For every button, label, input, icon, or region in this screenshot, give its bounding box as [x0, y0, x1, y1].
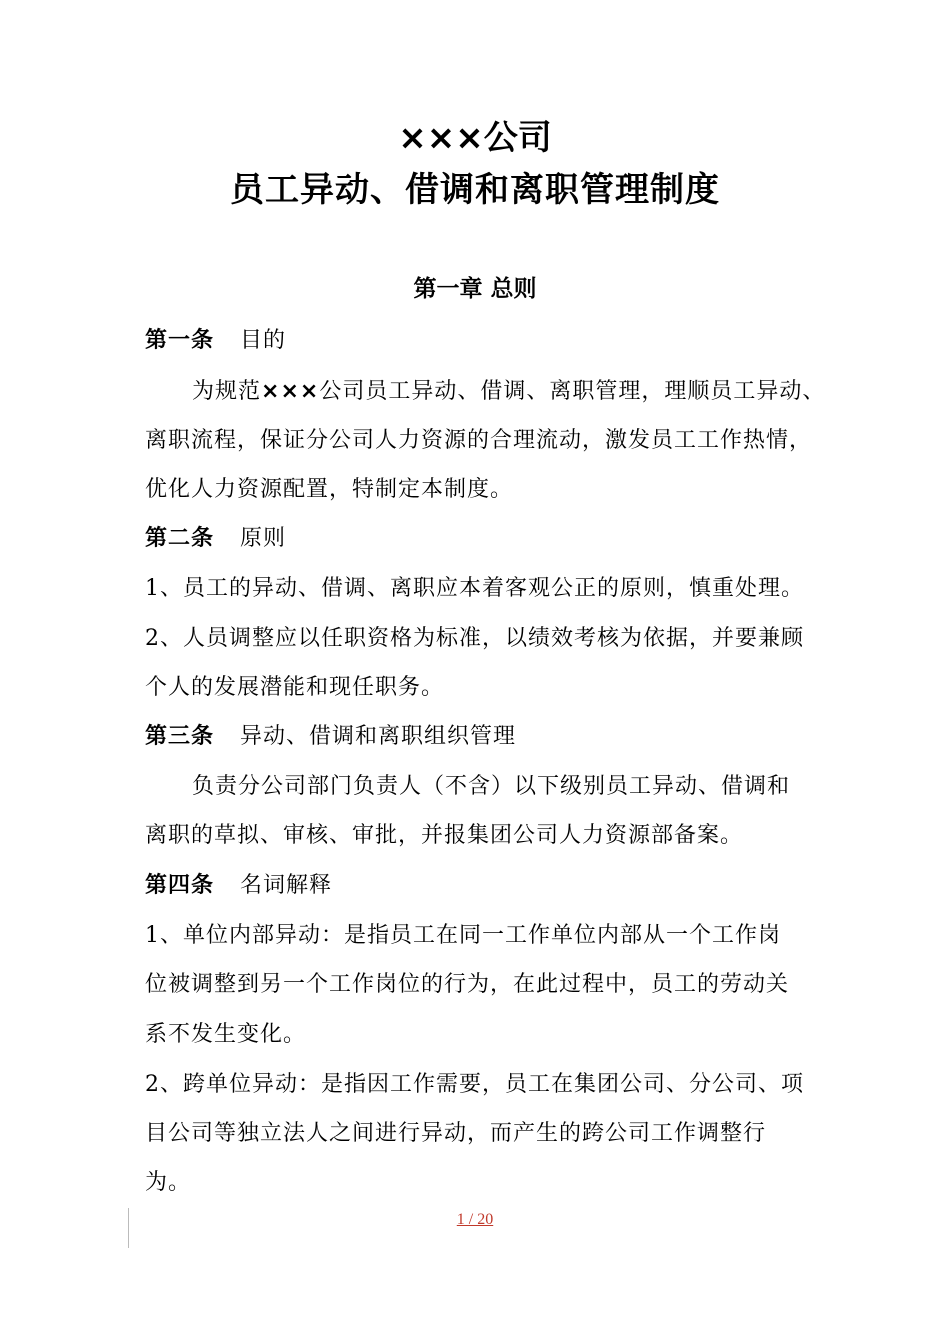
paragraph-line: 离职流程，保证分公司人力资源的合理流动，激发员工工作热情，	[145, 428, 813, 453]
paragraph-line: 位被调整到另一个工作岗位的行为，在此过程中，员工的劳动关	[145, 972, 790, 997]
paragraph-line: 个人的发展潜能和现任职务。	[145, 675, 445, 700]
paragraph-text: 公司员工异动、借调、离职管理，理顺员工异动、	[319, 379, 826, 404]
article-number: 第一条	[145, 328, 215, 353]
document-title-company: ×××公司	[398, 118, 552, 158]
document-title: 员工异动、借调和离职管理制度	[230, 170, 720, 210]
article-number: 第二条	[145, 526, 215, 551]
article-title: 名词解释	[240, 873, 333, 898]
paragraph-line: 目公司等独立法人之间进行异动，而产生的跨公司工作调整行	[145, 1121, 767, 1146]
paragraph-line: 负责分公司部门负责人（不含）以下级别员工异动、借调和	[192, 774, 791, 799]
paragraph-line: 离职的草拟、审核、审批，并报集团公司人力资源部备案。	[145, 823, 744, 848]
article-heading	[145, 869, 810, 903]
paragraph-line	[192, 375, 826, 409]
article-heading	[145, 324, 810, 358]
article-number: 第三条	[145, 724, 215, 749]
article-number: 第四条	[145, 873, 215, 898]
paragraph-text: 为规范	[192, 379, 262, 404]
article-heading	[145, 522, 810, 556]
paragraph-line: 优化人力资源配置，特制定本制度。	[145, 477, 514, 502]
article-title: 目的	[240, 328, 287, 353]
article-heading	[145, 720, 810, 754]
paragraph-line: 1、员工的异动、借调、离职应本着客观公正的原则，慎重处理。	[145, 576, 804, 601]
paragraph-line: 1、单位内部异动：是指员工在同一工作单位内部从一个工作岗	[145, 923, 781, 948]
paragraph-line: 2、人员调整应以任职资格为标准，以绩效考核为依据，并要兼顾	[145, 626, 804, 651]
article-title: 原则	[240, 526, 287, 551]
paragraph-line: 为。	[145, 1170, 192, 1195]
page-number: 1 / 20	[456, 1211, 494, 1228]
article-title: 异动、借调和离职组织管理	[240, 724, 517, 749]
paragraph-line: 2、跨单位异动：是指因工作需要，员工在集团公司、分公司、项	[145, 1072, 804, 1097]
chapter-heading: 第一章 总则	[413, 276, 537, 302]
company-placeholder: ×××	[261, 379, 320, 404]
paragraph-line: 系不发生变化。	[145, 1022, 307, 1047]
